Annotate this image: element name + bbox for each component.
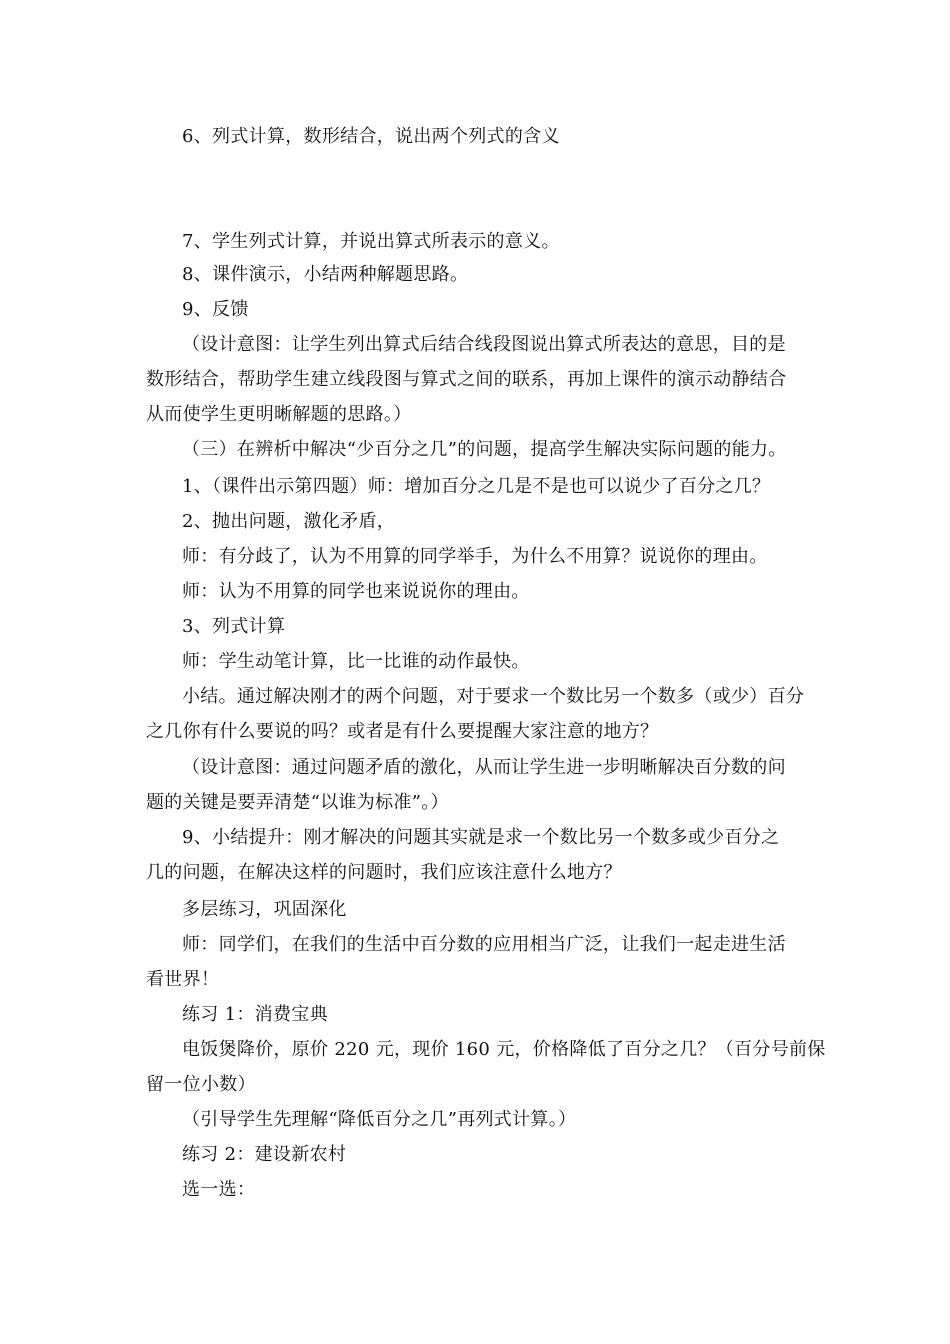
exercise-1-guidance: （引导学生先理解“降低百分之几”再列式计算。）	[182, 1109, 577, 1130]
exercise-1-question-line-1: 电饭煲降价，原价 220 元，现价 160 元，价格降低了百分之几？（百分号前保	[182, 1039, 826, 1060]
design-intent-2-line-2: 题的关键是要弄清楚“以谁为标准”。）	[146, 792, 449, 813]
step-6-text: 6、列式计算，数形结合，说出两个列式的含义	[182, 126, 560, 147]
practice-section-heading: 多层练习，巩固深化	[182, 899, 347, 920]
step-8-text: 8、课件演示，小结两种解题思路。	[182, 264, 469, 285]
teacher-line-3: 师：学生动笔计算，比一比谁的动作最快。	[182, 651, 530, 672]
teacher-line-2: 师：认为不用算的同学也来说说你的理由。	[182, 581, 530, 602]
section-3-step-1: 1、（课件出示第四题）师：增加百分之几是不是也可以说少了百分之几？	[182, 476, 771, 497]
exercise-1-question-line-2: 留一位小数）	[146, 1074, 256, 1095]
step-9-feedback: 9、反馈	[182, 299, 249, 320]
section-3-step-2: 2、抛出问题，激化矛盾，	[182, 511, 396, 532]
design-intent-2-line-1: （设计意图：通过问题矛盾的激化，从而让学生进一步明晰解决百分数的问	[182, 757, 786, 778]
design-intent-1-line-2: 数形结合，帮助学生建立线段图与算式之间的联系，再加上课件的演示动静结合	[146, 369, 787, 390]
design-intent-1-line-1: （设计意图：让学生列出算式后结合线段图说出算式所表达的意思，目的是	[182, 334, 786, 355]
teacher-line-1: 师：有分歧了，认为不用算的同学举手，为什么不用算？说说你的理由。	[182, 546, 768, 567]
teacher-intro-line-2: 看世界！	[146, 969, 220, 990]
exercise-1-title: 练习 1：消费宝典	[182, 1004, 328, 1025]
section-3-step-3: 3、列式计算	[182, 616, 286, 637]
summary-upgrade-line-2: 几的问题，在解决这样的问题时，我们应该注意什么地方？	[146, 862, 622, 883]
section-3-heading: （三）在辨析中解决“少百分之几”的问题，提高学生解决实际问题的能力。	[182, 439, 787, 460]
design-intent-1-line-3: 从而使学生更明晰解题的思路。）	[146, 404, 412, 425]
exercise-2-choose: 选一选：	[182, 1179, 256, 1200]
exercise-2-title: 练习 2：建设新农村	[182, 1144, 347, 1165]
summary-line-2: 之几你有什么要说的吗？或者是有什么要提醒大家注意的地方？	[146, 721, 659, 742]
summary-upgrade-line-1: 9、小结提升：刚才解决的问题其实就是求一个数比另一个数多或少百分之	[182, 827, 780, 848]
step-7-text: 7、学生列式计算，并说出算式所表示的意义。	[182, 231, 560, 252]
summary-line-1: 小结。通过解决刚才的两个问题，对于要求一个数比另一个数多（或少）百分	[182, 686, 805, 707]
teacher-intro-line-1: 师：同学们，在我们的生活中百分数的应用相当广泛，让我们一起走进生活	[182, 934, 786, 955]
